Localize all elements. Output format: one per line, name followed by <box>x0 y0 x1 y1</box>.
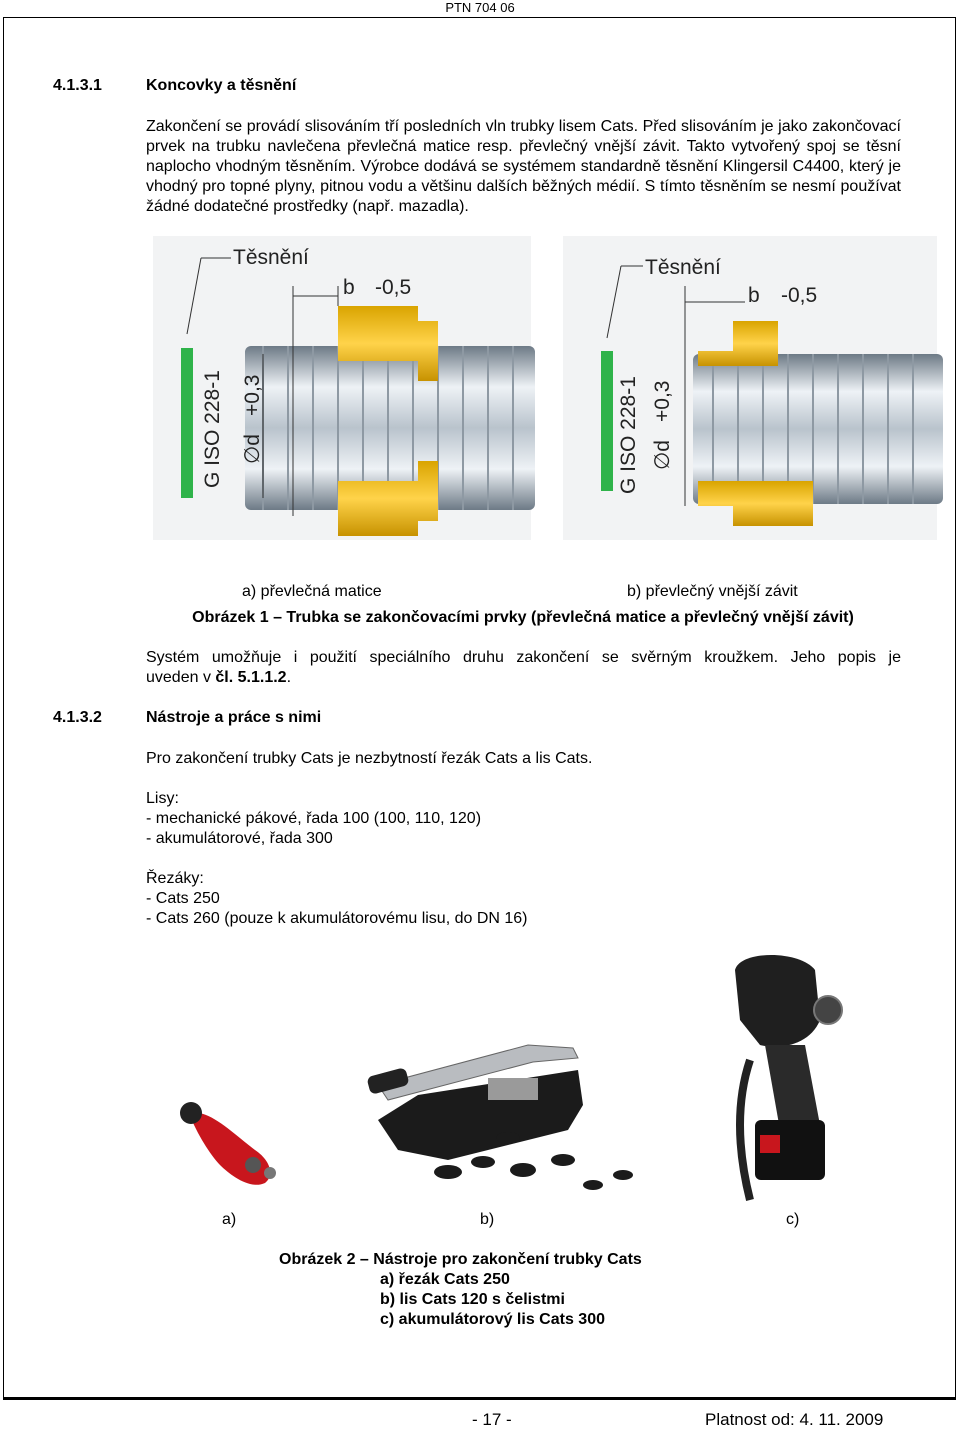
tools-intro: Pro zakončení trubky Cats je nezbytností řezák Cats a lis Cats. <box>146 750 593 767</box>
document-code: PTN 704 06 <box>445 0 515 15</box>
cutter-roller <box>264 1167 276 1179</box>
reference-suffix: . <box>286 669 292 686</box>
figure2-caption-b: b) lis Cats 120 s čelistmi <box>380 1291 565 1308</box>
section2-title: Nástroje a práce s nimi <box>146 709 322 726</box>
dim-b-label: b <box>343 276 355 299</box>
figure2-label-a: a) <box>222 1211 237 1228</box>
section2-number: 4.1.3.2 <box>53 709 102 726</box>
validity-date: Platnost od: 4. 11. 2009 <box>705 1410 884 1429</box>
figure2-caption-c: c) akumulátorový lis Cats 300 <box>380 1311 605 1328</box>
system-text-line1: Systém umožňuje i použití speciálního druhu zakončení se svěrným kroužkem. Jeho popis je <box>146 649 901 666</box>
section-paragraph: Zakončení se provádí slisováním tří posledních vln trubky lisem Cats. Před slisováním je jako zakončovací prvek na trubku navlečena převlečná matice resp. převlečný vnější závit. Takto vytvořený spoj se těsní naplocho vhodným těsněním. Výrobce dodává se systémem standardně těsnění Klingersil C4400, který je vhodný pro topné plyny, pitnou vodu a většinu dalších běžných médií. S tímto těsněním se nesmí používat žádné dodatečné prostředky (např. mazadla). <box>146 118 901 215</box>
diameter-tolerance: +0,3 <box>651 380 674 422</box>
figure2-caption-title: Obrázek 2 – Nástroje pro zakončení trubky Cats <box>279 1251 642 1268</box>
seal-ring <box>181 348 193 498</box>
section-number: 4.1.3.1 <box>53 77 102 94</box>
press-head <box>735 955 820 1047</box>
press-plate <box>488 1078 538 1100</box>
figure2-battery-press-photo <box>720 950 870 1210</box>
presses-item: - mechanické pákové, řada 100 (100, 110, 120) <box>146 810 482 827</box>
cutter-body <box>190 1113 270 1185</box>
figure2-press-photo <box>358 1010 643 1205</box>
thread-label: G ISO 228-1 <box>201 370 224 488</box>
thread-label: G ISO 228-1 <box>617 376 640 494</box>
figure1-drawing-nut <box>153 236 531 540</box>
press-grip <box>765 1045 820 1130</box>
presses-title: Lisy: <box>146 790 179 807</box>
presses-item: - akumulátorové, řada 300 <box>146 830 333 847</box>
dim-b-label: b <box>748 284 760 307</box>
dim-b-tolerance: -0,5 <box>375 276 412 299</box>
cutter-knob <box>180 1102 202 1124</box>
system-text-line2 <box>146 668 291 688</box>
press-jaw-wheel <box>814 996 842 1024</box>
cutters-item: - Cats 250 <box>146 890 220 907</box>
figure2-cutter-photo <box>175 1095 290 1195</box>
diameter-label: ∅d <box>241 434 264 464</box>
dim-b-tolerance: -0,5 <box>781 284 818 307</box>
diameter-tolerance: +0,3 <box>241 374 264 416</box>
seal-label: Těsnění <box>645 256 721 279</box>
cutters-title: Řezáky: <box>146 870 204 887</box>
page-number: - 17 - <box>472 1410 512 1429</box>
reference-prefix: uveden v <box>146 669 216 686</box>
seal-ring <box>601 351 613 491</box>
figure1-drawing-thread <box>563 236 937 540</box>
diameter-label: ∅d <box>651 440 674 470</box>
section-title: Koncovky a těsnění <box>146 77 297 94</box>
figure1-caption: Obrázek 1 – Trubka se zakončovacími prvky (převlečná matice a převlečný vnější závit) <box>192 609 854 626</box>
figure1-caption-a: a) převlečná matice <box>242 583 382 600</box>
battery-label <box>760 1135 780 1153</box>
reference-link: čl. 5.1.1.2 <box>215 669 287 686</box>
figure1-caption-b: b) převlečný vnější závit <box>627 583 798 600</box>
figure2-label-b: b) <box>480 1211 495 1228</box>
seal-label: Těsnění <box>233 246 309 269</box>
cutters-item: - Cats 260 (pouze k akumulátorovému lisu, do DN 16) <box>146 910 528 927</box>
figure2-label-c: c) <box>786 1211 800 1228</box>
wrist-strap <box>740 1060 750 1200</box>
cutter-wheel <box>245 1157 261 1173</box>
figure2-caption-a: a) řezák Cats 250 <box>380 1271 510 1288</box>
